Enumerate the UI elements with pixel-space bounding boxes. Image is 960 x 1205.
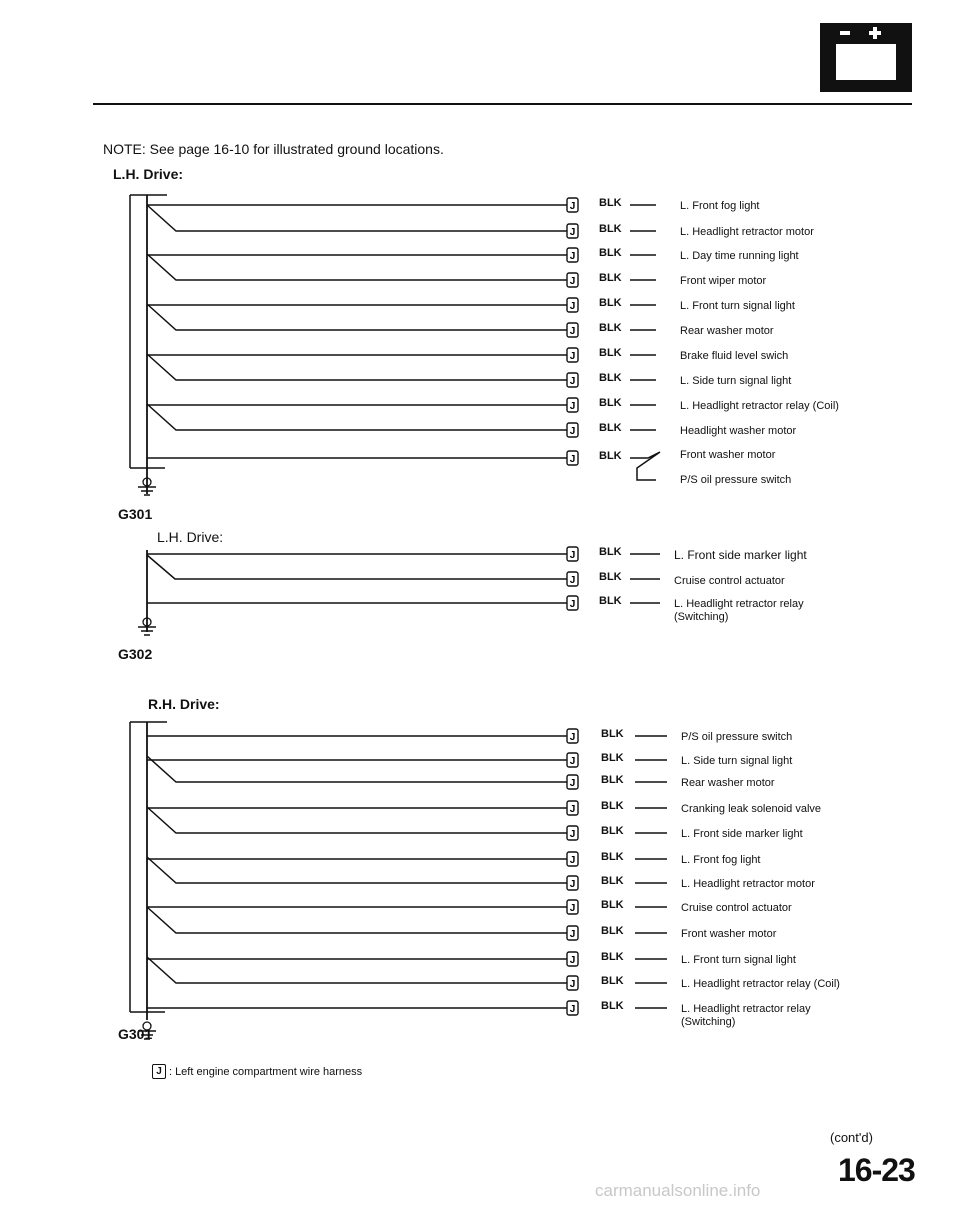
circuit-label: P/S oil pressure switch xyxy=(681,731,793,743)
connector-j-letter: J xyxy=(569,376,576,387)
circuit-label: L. Headlight retractor relay (Coil) xyxy=(681,978,840,990)
connector-legend-text: Left engine compartment wire harness xyxy=(175,1065,363,1078)
circuit-label: L. Side turn signal light xyxy=(680,375,792,387)
wire-color-label: BLK xyxy=(601,1000,624,1012)
connector-j-letter: J xyxy=(569,929,576,940)
wire-color-label: BLK xyxy=(601,825,624,837)
wire xyxy=(147,304,567,330)
circuit-label: P/S oil pressure switch xyxy=(680,474,792,486)
wire-color-label: BLK xyxy=(599,247,622,259)
circuit-label: Cruise control actuator xyxy=(674,575,785,587)
continued-label: (cont'd) xyxy=(830,1130,873,1145)
wire xyxy=(147,857,567,883)
connector-j-letter: J xyxy=(569,879,576,890)
connector-j-letter: J xyxy=(569,903,576,914)
circuit-label: L. Front fog light xyxy=(680,200,760,212)
circuit-label: Cruise control actuator xyxy=(681,902,792,914)
circuit-label: L. Front turn signal light xyxy=(680,300,795,312)
section-title-lh-drive-g302: L.H. Drive: xyxy=(157,529,224,545)
connector-j xyxy=(567,952,578,966)
connector-j xyxy=(567,423,578,437)
section-title-rh-drive: R.H. Drive: xyxy=(148,696,220,712)
connector-j xyxy=(567,348,578,362)
wire xyxy=(147,555,567,579)
connector-j xyxy=(567,547,578,561)
circuit-label: L. Front turn signal light xyxy=(681,954,796,966)
connector-j-letter: J xyxy=(569,575,576,586)
circuit-label: Headlight washer motor xyxy=(680,425,797,437)
battery-icon xyxy=(820,23,912,92)
connector-j xyxy=(567,273,578,287)
wire-color-label: BLK xyxy=(599,272,622,284)
connector-j-letter: J xyxy=(569,855,576,866)
connector-j xyxy=(567,323,578,337)
wire-color-label: BLK xyxy=(599,322,622,334)
connector-j-letter: J xyxy=(569,979,576,990)
connector-j xyxy=(567,596,578,610)
connector-j xyxy=(567,775,578,789)
connector-j xyxy=(567,926,578,940)
connector-j-letter: J xyxy=(569,351,576,362)
connector-j-letter: J xyxy=(569,778,576,789)
wire-color-label: BLK xyxy=(599,197,622,209)
wire-color-label: BLK xyxy=(601,925,624,937)
connector-j-letter: J xyxy=(569,326,576,337)
connector-j-letter: J xyxy=(569,804,576,815)
circuit-label: Front washer motor xyxy=(681,928,777,940)
circuit-label: Rear washer motor xyxy=(681,777,775,789)
page-number: 16-23 xyxy=(838,1152,915,1188)
connector-legend-symbol: J xyxy=(152,1064,166,1079)
wire-color-label: BLK xyxy=(601,875,624,887)
section-title-lh-drive-g301: L.H. Drive: xyxy=(113,166,184,182)
connector-j-letter: J xyxy=(569,227,576,238)
connector-j-letter: J xyxy=(569,401,576,412)
wire-color-label: BLK xyxy=(599,422,622,434)
wire xyxy=(147,404,567,430)
connector-j xyxy=(567,729,578,743)
circuit-label: L. Side turn signal light xyxy=(681,755,793,767)
connector-j-letter: J xyxy=(569,251,576,262)
wire-color-label: BLK xyxy=(599,595,622,607)
wire-color-label: BLK xyxy=(601,800,624,812)
connector-j-letter: J xyxy=(569,454,576,465)
wire-color-label: BLK xyxy=(599,223,622,235)
watermark: carmanualsonline.info xyxy=(595,1181,761,1200)
connector-j xyxy=(567,198,578,212)
circuit-label: Cranking leak solenoid valve xyxy=(681,803,822,815)
wire-color-label: BLK xyxy=(601,728,624,740)
wire-color-label: BLK xyxy=(601,975,624,987)
connector-j-letter: J xyxy=(569,301,576,312)
wire-color-label: BLK xyxy=(601,899,624,911)
connector-j xyxy=(567,298,578,312)
wire-network xyxy=(130,195,667,1039)
circuit-label: Front washer motor xyxy=(680,449,776,461)
circuit-label: L. Headlight retractor relay (Switching) xyxy=(681,1003,811,1028)
connector-j xyxy=(567,900,578,914)
wire xyxy=(147,807,567,833)
connector-j-letter: J xyxy=(569,732,576,743)
circuit-label: L. Headlight retractor relay (Coil) xyxy=(680,400,839,412)
wire-color-label: BLK xyxy=(601,851,624,863)
connector-j xyxy=(567,1001,578,1015)
wire xyxy=(147,957,567,983)
wire-color-label: BLK xyxy=(601,752,624,764)
ground-label-g301-lh: G301 xyxy=(118,506,153,522)
ground-label-g301-rh: G301 xyxy=(118,1026,153,1042)
connector-j-letter: J xyxy=(569,955,576,966)
connector-j xyxy=(567,801,578,815)
wire-color-label: BLK xyxy=(599,450,622,462)
wire-color-label: BLK xyxy=(599,546,622,558)
wire-color-label: BLK xyxy=(599,372,622,384)
wire-color-label: BLK xyxy=(599,571,622,583)
wire-color-label: BLK xyxy=(601,774,624,786)
wire xyxy=(147,907,567,933)
wire-color-label: BLK xyxy=(599,347,622,359)
connector-j-letter: J xyxy=(569,276,576,287)
wire-color-label: BLK xyxy=(599,297,622,309)
connector-j xyxy=(567,826,578,840)
circuit-label: Rear washer motor xyxy=(680,325,774,337)
connector-j xyxy=(567,976,578,990)
circuit-label: L. Front side marker light xyxy=(674,548,807,562)
circuit-label: L. Front side marker light xyxy=(681,828,803,840)
connector-j-letter: J xyxy=(569,599,576,610)
connector-j xyxy=(567,451,578,465)
page-note: NOTE: See page 16-10 for illustrated ground locations. xyxy=(103,141,444,157)
connector-legend: J : Left engine compartment wire harness xyxy=(152,1064,362,1079)
connector-j xyxy=(567,398,578,412)
connector-j xyxy=(567,753,578,767)
ground-label-g302: G302 xyxy=(118,646,153,662)
circuit-label: L. Headlight retractor relay (Switching) xyxy=(674,598,804,623)
circuit-label: Front wiper motor xyxy=(680,275,767,287)
connector-j-letter: J xyxy=(569,1004,576,1015)
circuit-label: L. Headlight retractor motor xyxy=(680,226,814,238)
wire-color-label: BLK xyxy=(601,951,624,963)
connector-j-letter: J xyxy=(569,829,576,840)
connector-j xyxy=(567,876,578,890)
wire xyxy=(147,254,567,280)
connector-j-letter: J xyxy=(569,201,576,212)
circuit-label: L. Day time running light xyxy=(680,250,799,262)
wire xyxy=(147,354,567,380)
circuit-label: Brake fluid level swich xyxy=(680,350,789,362)
connector-j xyxy=(567,248,578,262)
connector-j xyxy=(567,373,578,387)
connector-j xyxy=(567,852,578,866)
connector-j xyxy=(567,572,578,586)
circuit-label: L. Headlight retractor motor xyxy=(681,878,815,890)
connector-j-letter: J xyxy=(569,426,576,437)
wire-split xyxy=(630,452,660,480)
wire xyxy=(147,205,567,231)
connector-j-letter: J xyxy=(569,550,576,561)
connector-j xyxy=(567,224,578,238)
circuit-label: L. Front fog light xyxy=(681,854,761,866)
connector-j-letter: J xyxy=(569,756,576,767)
wire-color-label: BLK xyxy=(599,397,622,409)
